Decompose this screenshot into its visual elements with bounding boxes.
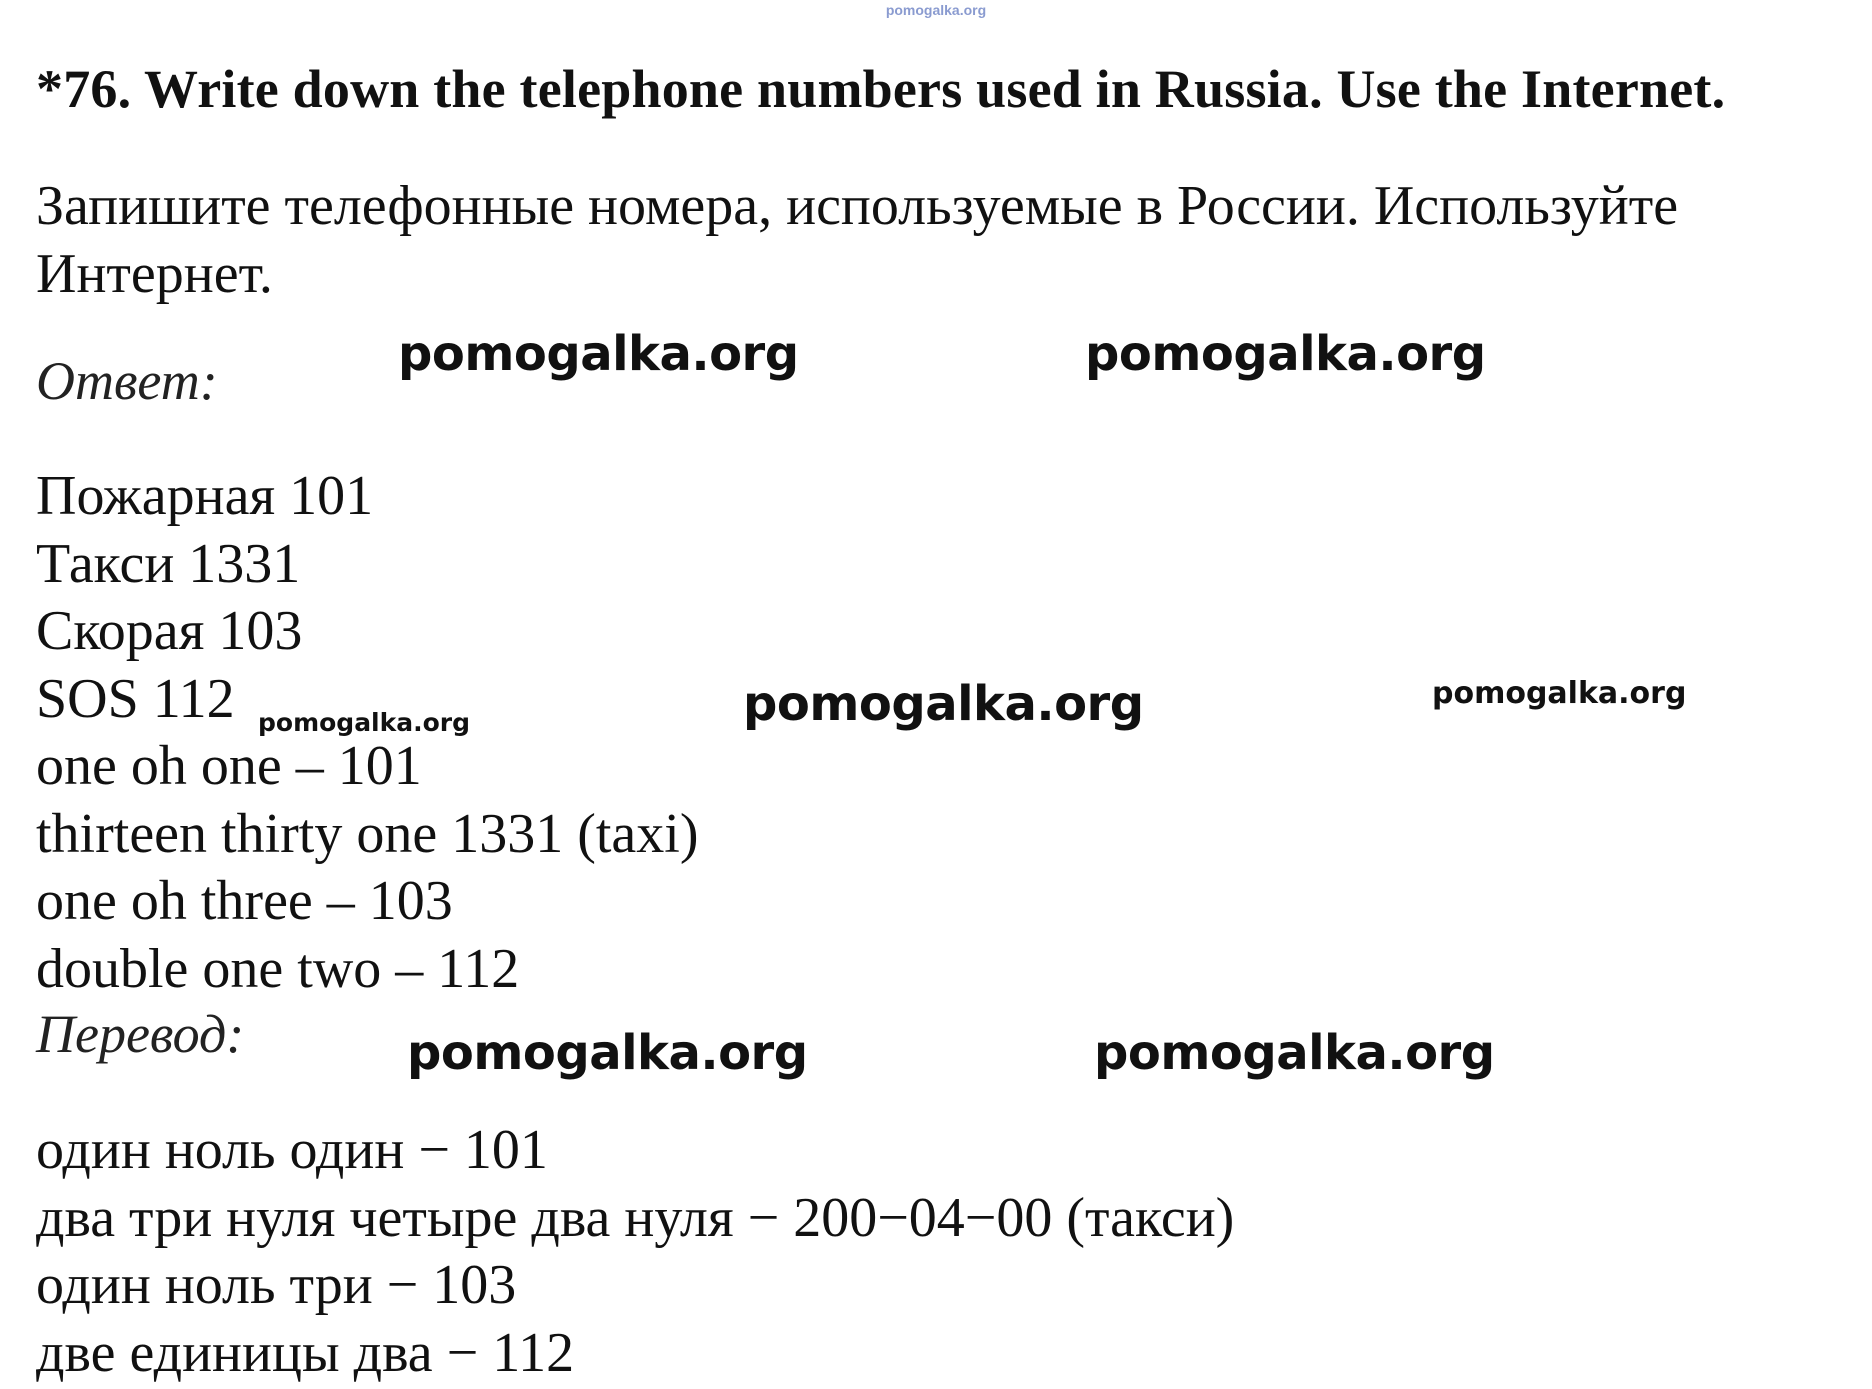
watermark-translation-right: pomogalka.org [1094, 1025, 1495, 1081]
translation-label: Перевод: [36, 1004, 245, 1064]
answer-line: one oh three – 103 [36, 870, 453, 932]
translation-line: один ноль три − 103 [36, 1254, 517, 1316]
answer-line: Скорая 103 [36, 600, 303, 662]
watermark-small-right: pomogalka.org [1432, 676, 1687, 711]
answer-line: Такси 1331 [36, 532, 301, 595]
translation-line: один ноль один − 101 [36, 1119, 548, 1181]
task-instruction [36, 172, 1678, 308]
answer-line: thirteen thirty one 1331 (taxi) [36, 802, 699, 865]
watermark-small-left: pomogalka.org [258, 708, 471, 737]
answer-line: SOS 112 [36, 667, 235, 730]
instruction-line-2: Интернет. [36, 243, 273, 305]
instruction-line-1: Запишите телефонные номера, используемые в России. Используйте [36, 175, 1679, 237]
watermark-middle: pomogalka.org [743, 676, 1144, 732]
task-title: *76. Write down the telephone numbers used in Russia. Use the Internet. [36, 59, 1726, 119]
answer-line: one oh one – 101 [36, 735, 422, 797]
watermark-translation-left: pomogalka.org [407, 1025, 808, 1081]
translation-line: два три нуля четыре два нуля − 200−04−00 (такси) [36, 1186, 1235, 1249]
translation-line: две единицы два − 112 [36, 1321, 575, 1384]
watermark-answer-right: pomogalka.org [1085, 326, 1486, 382]
top-watermark: pomogalka.org [885, 2, 987, 18]
answer-line: double one two – 112 [36, 937, 520, 1000]
watermark-answer-left: pomogalka.org [398, 326, 799, 382]
answer-line: Пожарная 101 [36, 465, 374, 527]
answer-label: Ответ: [36, 351, 218, 411]
translations-list [36, 1117, 1234, 1387]
